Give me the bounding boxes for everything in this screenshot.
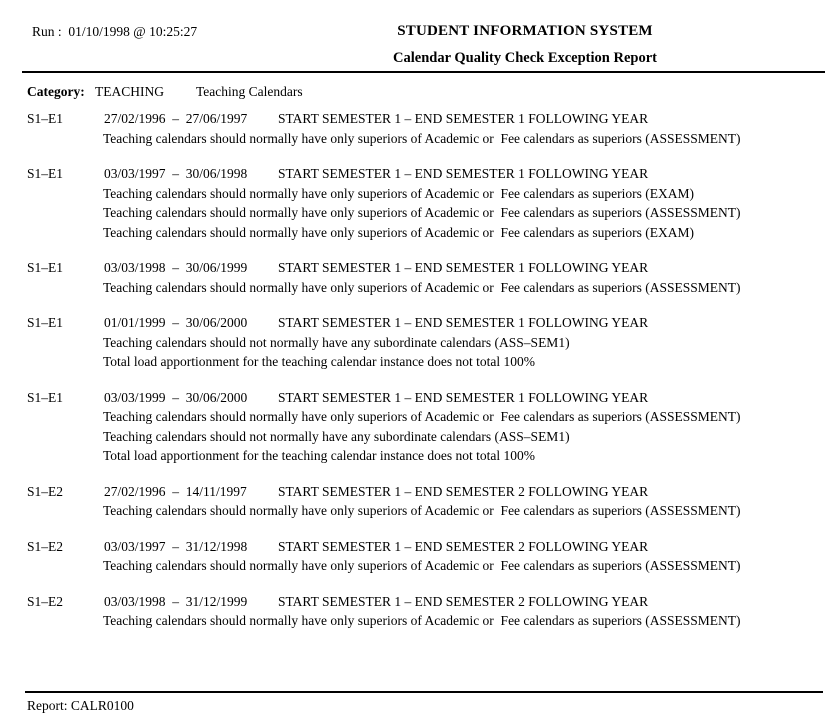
entry-header: [0, 258, 825, 278]
entry-header: [0, 388, 825, 408]
header-divider: [22, 71, 825, 73]
exception-message: Total load apportionment for the teaching calendar instance does not total 100%: [103, 354, 536, 369]
exception-entry: [0, 313, 825, 372]
entry-header: [0, 482, 825, 502]
exception-entry: [0, 388, 825, 466]
calendar-date-range: 03/03/1998 – 30/06/1999: [104, 260, 248, 275]
exception-message: Teaching calendars should normally have only superiors of Academic or Fee calendars as superiors (ASSESSMENT): [103, 613, 741, 628]
calendar-description: START SEMESTER 1 – END SEMESTER 1 FOLLOWING YEAR: [278, 260, 649, 275]
exception-message: Teaching calendars should normally have only superiors of Academic or Fee calendars as superiors (ASSESSMENT): [103, 558, 741, 573]
calendar-code: S1–E2: [27, 538, 64, 554]
entry-messages: [0, 556, 825, 576]
calendar-description: START SEMESTER 1 – END SEMESTER 1 FOLLOWING YEAR: [278, 315, 649, 330]
calendar-description: START SEMESTER 1 – END SEMESTER 1 FOLLOWING YEAR: [278, 389, 649, 405]
category-label: Category:: [27, 84, 85, 99]
title-block: [225, 23, 825, 67]
entry-messages: [0, 184, 825, 243]
exception-message: Teaching calendars should normally have only superiors of Academic or Fee calendars as superiors (EXAM): [103, 224, 694, 240]
calendar-code: S1–E1: [27, 315, 64, 330]
exception-message: Teaching calendars should normally have only superiors of Academic or Fee calendars as superiors (ASSESSMENT): [103, 409, 741, 424]
category-code: TEACHING: [95, 84, 164, 99]
report-title: STUDENT INFORMATION SYSTEM: [397, 23, 653, 39]
calendar-code: S1–E1: [27, 389, 64, 405]
entry-messages: [0, 407, 825, 466]
category-description: Teaching Calendars: [196, 84, 303, 99]
run-timestamp: Run : 01/10/1998 @ 10:25:27: [32, 24, 198, 39]
entry-messages: [0, 129, 825, 149]
exception-entry: [0, 164, 825, 242]
calendar-description: START SEMESTER 1 – END SEMESTER 2 FOLLOWING YEAR: [278, 593, 649, 609]
entry-header: [0, 592, 825, 612]
exception-message: Teaching calendars should not normally have any subordinate calendars (ASS–SEM1): [103, 428, 570, 444]
calendar-code: S1–E1: [27, 111, 64, 126]
entry-header: [0, 537, 825, 557]
calendar-date-range: 03/03/1998 – 31/12/1999: [104, 593, 248, 609]
exception-message: Teaching calendars should normally have only superiors of Academic or Fee calendars as superiors (ASSESSMENT): [103, 503, 741, 518]
calendar-date-range: 03/03/1997 – 31/12/1998: [104, 538, 248, 554]
calendar-date-range: 03/03/1999 – 30/06/2000: [104, 389, 248, 405]
entry-header: [0, 164, 825, 184]
calendar-code: S1–E1: [27, 166, 64, 181]
calendar-description: START SEMESTER 1 – END SEMESTER 1 FOLLOWING YEAR: [278, 111, 649, 126]
report-id: Report: CALR0100: [27, 698, 134, 713]
exception-entry: [0, 109, 825, 148]
footer-divider: [25, 691, 823, 693]
calendar-description: START SEMESTER 1 – END SEMESTER 2 FOLLOWING YEAR: [278, 538, 649, 554]
calendar-date-range: 27/02/1996 – 27/06/1997: [104, 111, 248, 126]
entry-header: [0, 109, 825, 129]
exception-entry: [0, 482, 825, 521]
calendar-description: START SEMESTER 1 – END SEMESTER 1 FOLLOWING YEAR: [278, 166, 649, 181]
calendar-code: S1–E2: [27, 483, 64, 499]
entries-list: [0, 109, 825, 647]
calendar-description: START SEMESTER 1 – END SEMESTER 2 FOLLOWING YEAR: [278, 483, 649, 499]
calendar-code: S1–E2: [27, 593, 64, 609]
exception-message: Teaching calendars should normally have only superiors of Academic or Fee calendars as superiors (EXAM): [103, 185, 694, 201]
entry-messages: [0, 611, 825, 631]
entry-messages: [0, 278, 825, 298]
calendar-date-range: 27/02/1996 – 14/11/1997: [104, 483, 247, 499]
exception-entry: [0, 537, 825, 576]
category-row: [0, 84, 825, 100]
exception-entry: [0, 258, 825, 297]
calendar-date-range: 01/01/1999 – 30/06/2000: [104, 315, 248, 330]
entry-messages: [0, 333, 825, 372]
exception-message: Teaching calendars should not normally have any subordinate calendars (ASS–SEM1): [103, 334, 570, 350]
exception-message: Total load apportionment for the teaching calendar instance does not total 100%: [103, 448, 536, 463]
exception-message: Teaching calendars should normally have only superiors of Academic or Fee calendars as superiors (ASSESSMENT): [103, 205, 741, 220]
entry-header: [0, 313, 825, 333]
exception-entry: [0, 592, 825, 631]
calendar-date-range: 03/03/1997 – 30/06/1998: [104, 166, 248, 181]
exception-message: Teaching calendars should normally have only superiors of Academic or Fee calendars as superiors (ASSESSMENT): [103, 279, 741, 295]
entry-messages: [0, 501, 825, 521]
exception-message: Teaching calendars should normally have only superiors of Academic or Fee calendars as superiors (ASSESSMENT): [103, 130, 741, 146]
calendar-code: S1–E1: [27, 260, 64, 275]
report-subtitle: Calendar Quality Check Exception Report: [393, 50, 657, 66]
